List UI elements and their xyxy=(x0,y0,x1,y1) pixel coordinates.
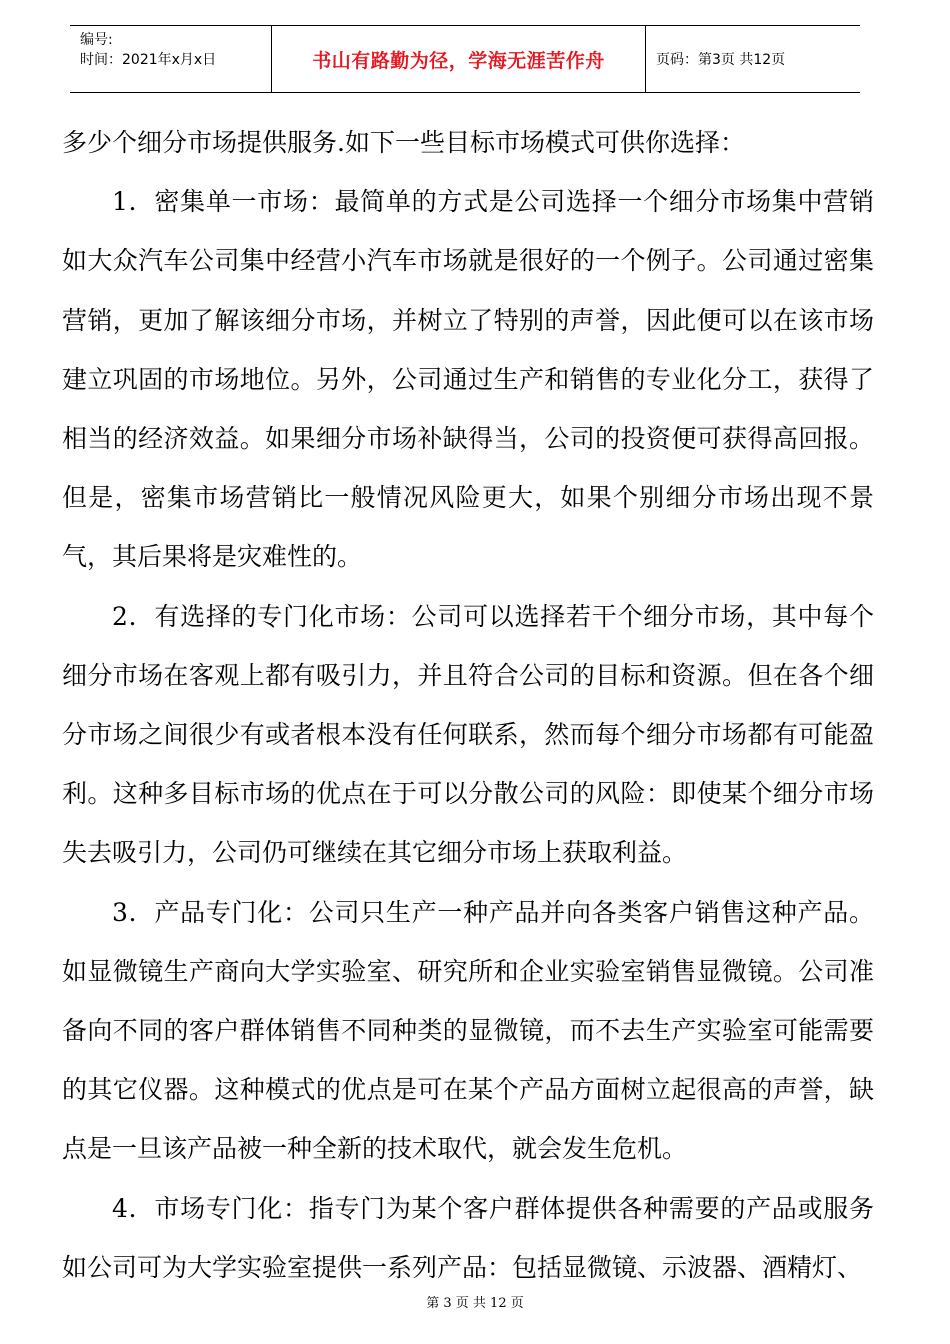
header-page-info: 页码：第3页 共12页 xyxy=(656,52,786,68)
paragraph-item-4: 4．市场专门化：指专门为某个客户群体提供各种需要的产品或服务如公司可为大学实验室提供一系列产品：包括显微镜、示波器、酒精灯、 xyxy=(62,1193,874,1282)
page-header xyxy=(70,25,860,93)
paragraph-item-1: 1．密集单一市场：最简单的方式是公司选择一个细分市场集中营销如大众汽车公司集中经营小汽车市场就是很好的一个例子。公司通过密集营销，更加了解该细分市场，并树立了特别的声誉，因此便可以在该市场建立巩固的市场地位。另外，公司通过生产和销售的专业化分工，获得了相当的经济效益。如果细分市场补缺得当，公司的投资便可获得高回报。但是，密集市场营销比一般情况风险更大，如果个别细分市场出现不景气，其后果将是灾难性的。 xyxy=(62,187,874,572)
page-footer: 第 3 页 共 12 页 xyxy=(426,1296,524,1311)
document-time: 时间：2021年x月x日 xyxy=(80,52,217,68)
paragraph-item-2: 2．有选择的专门化市场：公司可以选择若干个细分市场，其中每个细分市场在客观上都有吸引力，并且符合公司的目标和资源。但在各个细分市场之间很少有或者根本没有任何联系，然而每个细分市场都有可能盈利。这种多目标市场的优点在于可以分散公司的风险：即使某个细分市场失去吸引力，公司仍可继续在其它细分市场上获取利益。 xyxy=(62,601,874,868)
header-motto: 书山有路勤为径，学海无涯苦作舟 xyxy=(272,26,646,92)
document-body xyxy=(62,113,874,1297)
paragraph-item-3: 3．产品专门化：公司只生产一种产品并向各类客户销售这种产品。如显微镜生产商向大学实验室、研究所和企业实验室销售显微镜。公司准备向不同的客户群体销售不同种类的显微镜，而不去生产实验室可能需要的其它仪器。这种模式的优点是可在某个产品方面树立起很高的声誉，缺点是一旦该产品被一种全新的技术取代，就会发生危机。 xyxy=(62,897,874,1164)
paragraph-continuation: 多少个细分市场提供服务.如下一些目标市场模式可供你选择： xyxy=(62,128,745,157)
header-meta xyxy=(70,26,272,92)
document-number-label: 编号: xyxy=(80,32,113,48)
